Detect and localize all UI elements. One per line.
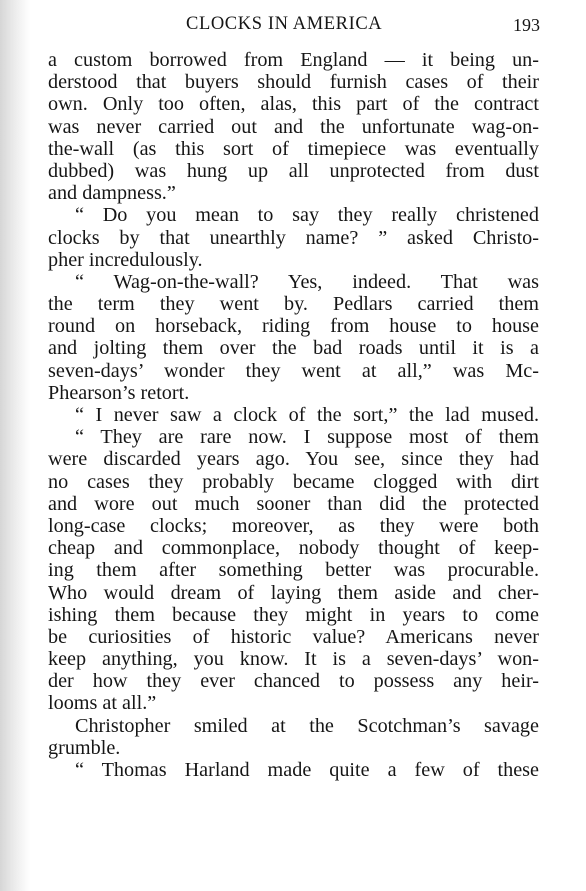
page-header [0,14,586,38]
text-line: looms at all.” [48,692,157,715]
text-line: ishing them because they might in years to come [48,603,539,626]
page-gutter-shadow [0,0,30,891]
running-title: CLOCKS IN AMERICA [186,14,383,34]
text-line: a custom borrowed from England — it being un- [48,49,539,71]
text-line: grumble. [48,736,121,759]
text-line: “ Thomas Harland made quite a few of these [75,759,539,781]
text-line: “ Do you mean to say they really christened [75,204,539,227]
text-line: own. Only too often, alas, this part of the contract [48,93,539,116]
text-line: be curiosities of historic value? Americans never [48,625,539,648]
text-line: were discarded years ago. You see, since they had [48,448,539,471]
text-line: cheap and commonplace, nobody thought of keep- [48,537,539,560]
text-line: the term they went by. Pedlars carried them [48,293,539,316]
text-line: “ I never saw a clock of the sort,” the lad mused. [75,404,539,426]
text-line: the-wall (as this sort of timepiece was eventually [48,137,539,160]
text-line: and wore out much sooner than did the protected [48,492,539,515]
body-text [48,49,539,781]
text-line: and dampness.” [48,182,176,205]
text-line: derstood that buyers should furnish cases of their [48,71,539,94]
text-line: was never carried out and the unfortunate wag-on- [48,115,539,138]
text-line: round on horseback, riding from house to house [48,315,539,338]
text-line: “ They are rare now. I suppose most of them [75,426,539,449]
page-number: 193 [513,15,540,35]
text-line: keep anything, you know. It is a seven-days’ won- [48,648,539,671]
text-line: pher incredulously. [48,248,203,271]
text-line: and jolting them over the bad roads until it is a [48,337,539,360]
text-line: dubbed) was hung up all unprotected from dust [48,159,539,182]
text-line: Christopher smiled at the Scotchman’s savage [75,714,539,737]
text-line: no cases they probably became clogged with dirt [48,470,539,493]
text-line: Who would dream of laying them aside and cher- [48,581,539,604]
text-line: “ Wag-on-the-wall? Yes, indeed. That was [75,270,539,293]
text-line: long-case clocks; moreover, as they were both [48,514,539,537]
text-line: ing them after something better was procurable. [48,559,539,582]
text-line: der how they ever chanced to possess any heir- [48,670,539,693]
text-line: clocks by that unearthly name? ” asked Christo- [48,226,539,249]
text-line: seven-days’ wonder they went at all,” was Mc- [48,359,539,382]
text-line: Phearson’s retort. [48,381,190,404]
